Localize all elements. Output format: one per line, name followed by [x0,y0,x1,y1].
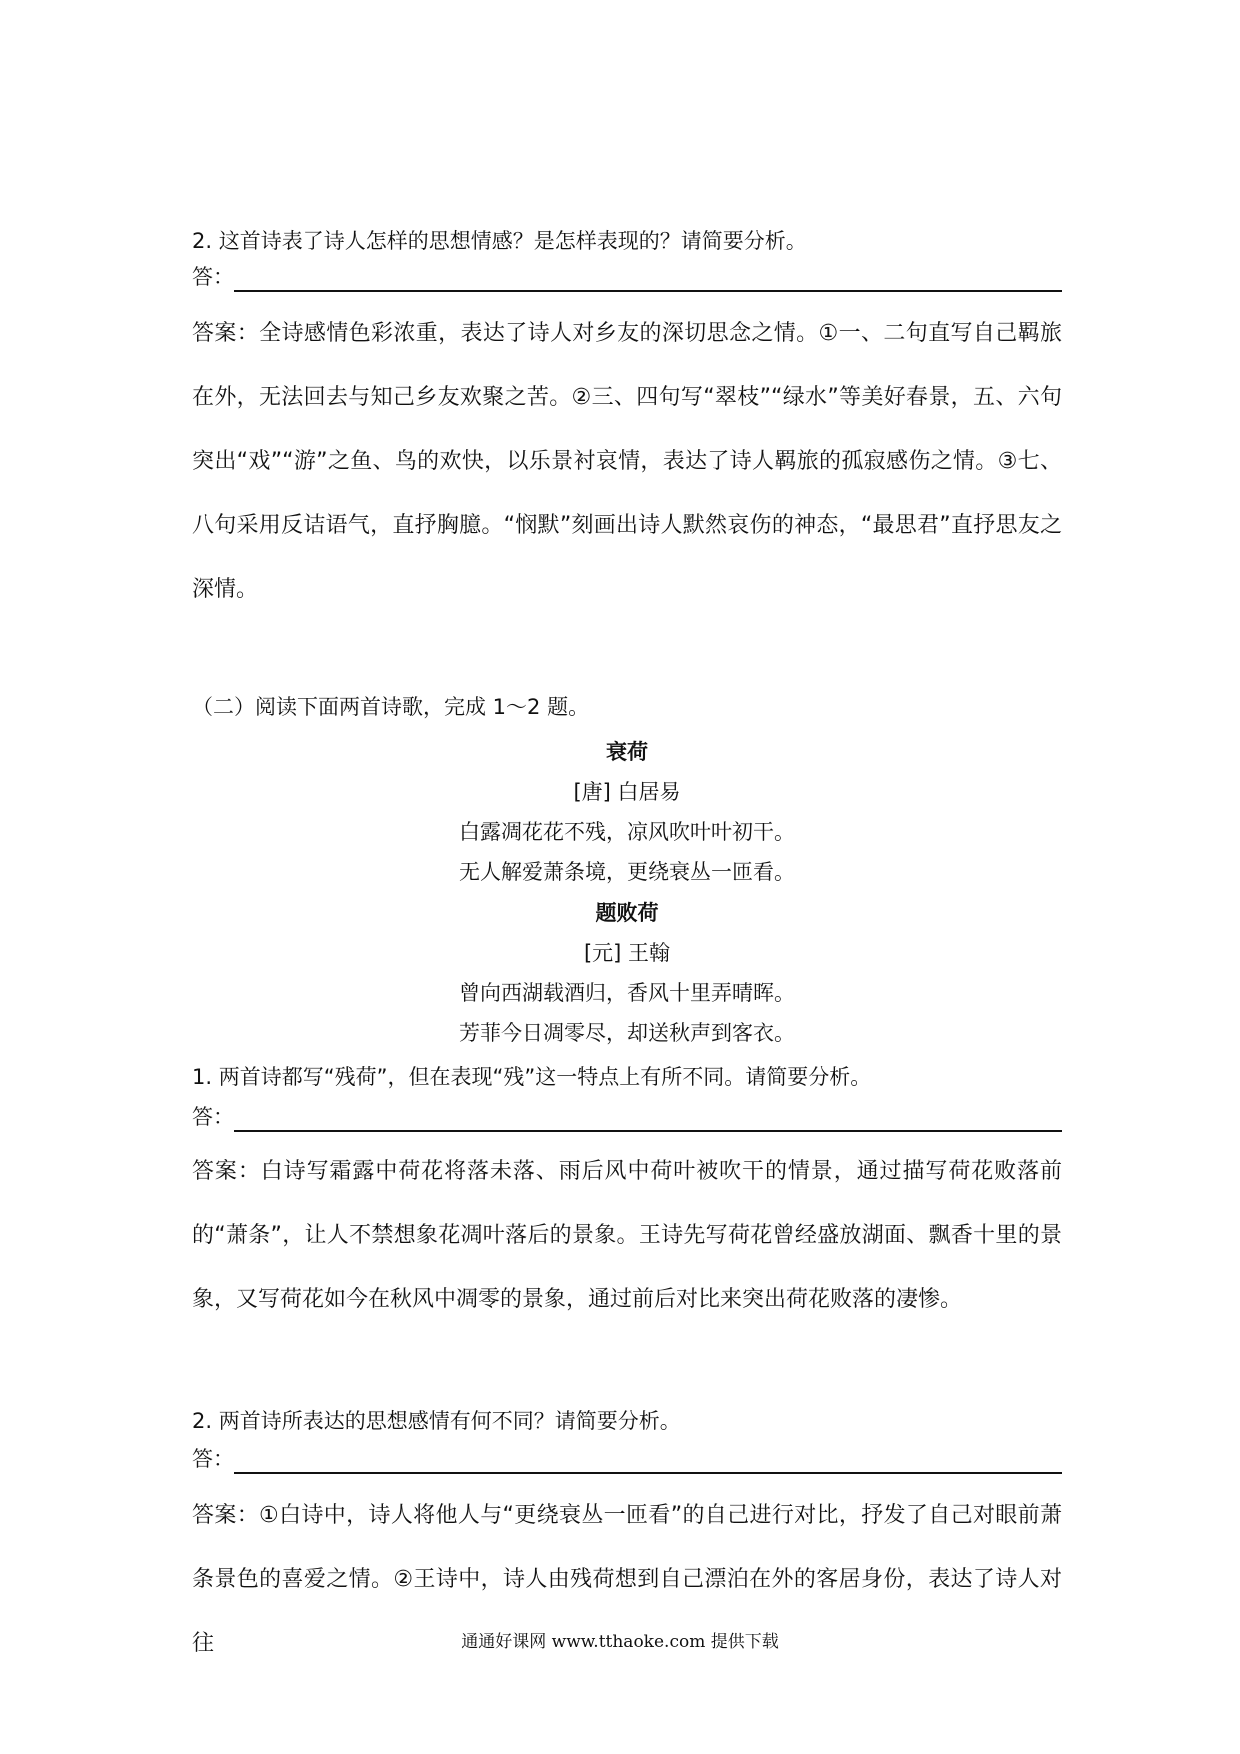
poem-1 [192,732,1062,892]
answer-label: 答： [192,265,234,289]
poem-2-title: 题败荷 [595,901,659,925]
section-2-heading: （二）阅读下面两首诗歌，完成 1～2 题。 [192,695,590,719]
poem-2 [192,893,1062,1053]
answer-row-q1-section2 [192,1102,1062,1134]
answer-text-q2-section2: 答案：①白诗中，诗人将他人与“更绕衰丛一匝看”的自己进行对比，抒发了自己对眼前萧条景色的喜爱之情。②王诗中，诗人由残荷想到自己漂泊在外的客居身份，表达了诗人对往 [192,1503,1062,1656]
poem-1-title: 衰荷 [606,740,648,764]
answer-label: 答： [192,1447,234,1471]
page-footer: 通通好课网 www.tthaoke.com 提供下载 [461,1632,779,1652]
poem-1-line: 无人解爱萧条境，更绕衰丛一匝看。 [459,860,795,884]
answer-row-q2-section2 [192,1444,1062,1476]
answer-label: 答： [192,1105,234,1129]
poem-2-line: 曾向西湖载酒归，香风十里弄晴晖。 [459,981,795,1005]
answer-underline [234,1472,1062,1474]
answer-underline [234,1130,1062,1132]
question-2-section2: 2. 两首诗所表达的思想感情有何不同？请简要分析。 [192,1409,681,1433]
answer-underline [234,290,1062,292]
answer-text-q1-section2: 答案：白诗写霜露中荷花将落未落、雨后风中荷叶被吹干的情景，通过描写荷花败落前的“萧条”，让人不禁想象花凋叶落后的景象。王诗先写荷花曾经盛放湖面、飘香十里的景象，又写荷花如今在秋风中凋零的景象，通过前后对比来突出荷花败落的凄惨。 [192,1159,1062,1312]
poem-1-line: 白露凋花花不残，凉风吹叶叶初干。 [459,820,795,844]
poem-2-line: 芳菲今日凋零尽，却送秋声到客衣。 [459,1021,795,1045]
poem-2-author: [元] 王翰 [583,941,671,965]
answer-text-q2-poem1: 答案：全诗感情色彩浓重，表达了诗人对乡友的深切思念之情。①一、二句直写自己羁旅在外，无法回去与知己乡友欢聚之苦。②三、四句写“翠枝”“绿水”等美好春景，五、六句突出“戏”“游”之鱼、鸟的欢快，以乐景衬哀情，表达了诗人羁旅的孤寂感伤之情。③七、八句采用反诘语气，直抒胸臆。“悯默”刻画出诗人默然哀伤的神态，“最思君”直抒思友之深情。 [192,321,1062,602]
question-2-poem1: 2. 这首诗表了诗人怎样的思想情感？是怎样表现的？请简要分析。 [192,229,807,253]
poem-1-author: [唐] 白居易 [573,780,681,804]
answer-row-q2-poem1 [192,262,1062,294]
question-1-section2: 1. 两首诗都写“残荷”，但在表现“残”这一特点上有所不同。请简要分析。 [192,1065,872,1089]
